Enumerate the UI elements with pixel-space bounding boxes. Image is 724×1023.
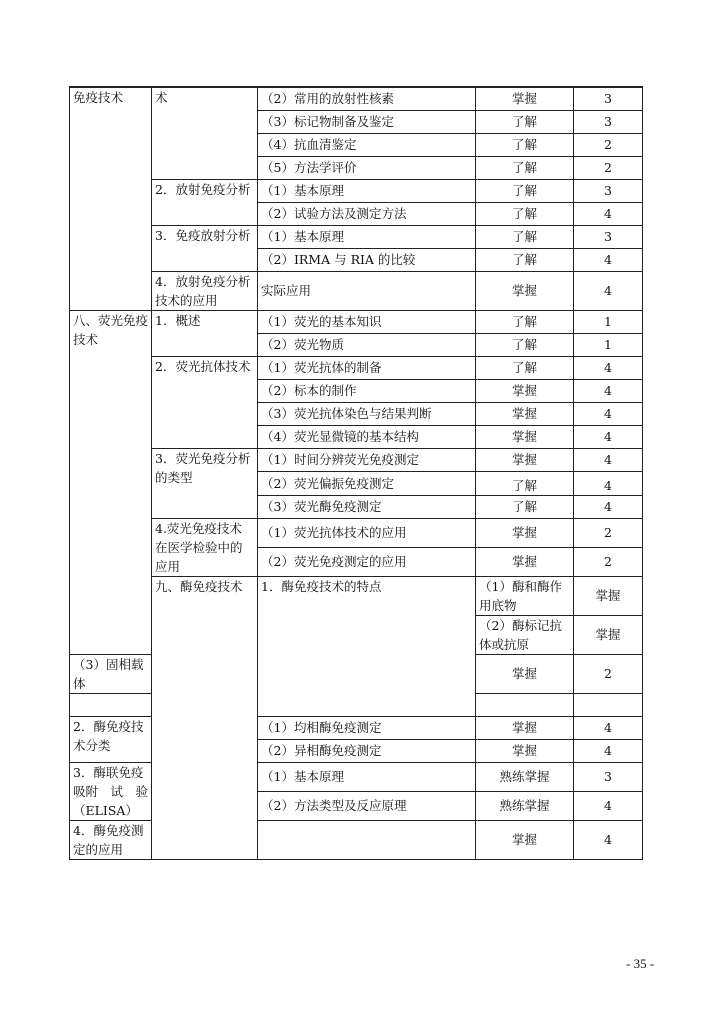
requirement-cell: 熟练掌握 [476, 791, 574, 820]
content-cell: （2）异相酶免疫测定 [258, 739, 476, 762]
level-cell: 4 [574, 716, 643, 739]
content-cell: （5）方法学评价 [258, 156, 476, 179]
level-cell: 4 [574, 495, 643, 518]
requirement-cell [476, 693, 574, 716]
requirement-cell: 掌握 [476, 547, 574, 576]
level-cell: 3 [574, 87, 643, 110]
unit-cell: 4．放射免疫分析技术的应用 [152, 271, 258, 310]
category-cell: 免疫技术 [70, 87, 152, 310]
content-cell: （2）酶标记抗体或抗原 [476, 615, 574, 654]
content-cell: （1）基本原理 [258, 225, 476, 248]
requirement-cell: 掌握 [476, 87, 574, 110]
requirement-cell: 了解 [476, 495, 574, 518]
level-cell: 2 [574, 518, 643, 547]
requirement-cell: 掌握 [476, 402, 574, 425]
requirement-cell: 掌握 [574, 576, 643, 615]
requirement-cell: 掌握 [476, 518, 574, 547]
requirement-cell: 掌握 [476, 654, 574, 693]
level-cell: 4 [574, 739, 643, 762]
content-cell: （3）荧光酶免疫测定 [258, 495, 476, 518]
requirement-cell: 了解 [476, 133, 574, 156]
requirement-cell: 掌握 [476, 739, 574, 762]
level-cell: 4 [574, 202, 643, 225]
content-cell: （1）均相酶免疫测定 [258, 716, 476, 739]
content-cell: （1）基本原理 [258, 179, 476, 202]
requirement-cell: 掌握 [476, 716, 574, 739]
content-cell: （3）标记物制备及鉴定 [258, 110, 476, 133]
level-cell: 4 [574, 402, 643, 425]
content-cell: （2）荧光免疫测定的应用 [258, 547, 476, 576]
level-cell: 1 [574, 310, 643, 333]
content-cell: （1）时间分辨荧光免疫测定 [258, 448, 476, 471]
content-cell: （3）荧光抗体染色与结果判断 [258, 402, 476, 425]
level-cell: 2 [574, 654, 643, 693]
content-cell: 实际应用 [258, 271, 476, 310]
level-cell: 4 [574, 248, 643, 271]
level-cell: 4 [574, 791, 643, 820]
unit-cell: 2．放射免疫分析 [152, 179, 258, 225]
requirement-cell: 了解 [476, 471, 574, 495]
level-cell: 4 [574, 379, 643, 402]
content-cell: （4）抗血清鉴定 [258, 133, 476, 156]
content-cell: （1）荧光抗体的制备 [258, 356, 476, 379]
content-cell: （2）方法类型及反应原理 [258, 791, 476, 820]
content-cell: （2）荧光偏振免疫测定 [258, 471, 476, 495]
category-cell: 八、荧光免疫技术 [70, 310, 152, 654]
level-cell: 4 [574, 820, 643, 859]
requirement-cell: 了解 [476, 156, 574, 179]
level-cell: 2 [574, 133, 643, 156]
unit-cell: 4．酶免疫测定的应用 [70, 820, 152, 859]
content-cell: （1）酶和酶作用底物 [476, 576, 574, 615]
requirement-cell: 了解 [476, 179, 574, 202]
requirement-cell: 熟练掌握 [476, 762, 574, 791]
syllabus-table [69, 86, 643, 860]
requirement-cell: 掌握 [476, 379, 574, 402]
requirement-cell: 掌握 [476, 820, 574, 859]
unit-cell: 2．酶免疫技术分类 [70, 716, 152, 762]
content-cell: （2）常用的放射性核素 [258, 87, 476, 110]
level-cell: 2 [574, 156, 643, 179]
unit-cell: 3．荧光免疫分析的类型 [152, 448, 258, 518]
requirement-cell: 了解 [476, 310, 574, 333]
content-cell: （3）固相载体 [70, 654, 152, 693]
category-cell: 九、酶免疫技术 [152, 576, 258, 859]
requirement-cell: 了解 [476, 248, 574, 271]
content-cell: （2）荧光物质 [258, 333, 476, 356]
requirement-cell: 掌握 [476, 271, 574, 310]
unit-cell: 术 [152, 87, 258, 179]
level-cell: 4 [574, 356, 643, 379]
content-cell: （2）试验方法及测定方法 [258, 202, 476, 225]
content-cell: （2）IRMA 与 RIA 的比较 [258, 248, 476, 271]
level-cell: 4 [574, 271, 643, 310]
requirement-cell: 了解 [476, 225, 574, 248]
unit-cell: 3．酶联免疫吸附 试 验（ELISA） [70, 762, 152, 820]
content-cell [258, 820, 476, 859]
page-number: - 35 - [626, 956, 655, 971]
level-cell: 1 [574, 333, 643, 356]
unit-cell: 4.荧光免疫技术在医学检验中的应用 [152, 518, 258, 576]
unit-cell: 3．免疫放射分析 [152, 225, 258, 271]
unit-cell: 2．荧光抗体技术 [152, 356, 258, 448]
requirement-cell: 掌握 [476, 425, 574, 448]
content-cell: （1）荧光的基本知识 [258, 310, 476, 333]
content-cell: （1）荧光抗体技术的应用 [258, 518, 476, 547]
content-cell: （4）荧光显微镜的基本结构 [258, 425, 476, 448]
content-cell: （1）基本原理 [258, 762, 476, 791]
level-cell: 3 [574, 179, 643, 202]
level-cell: 4 [574, 425, 643, 448]
requirement-cell: 掌握 [476, 448, 574, 471]
requirement-cell: 掌握 [574, 615, 643, 654]
level-cell: 3 [574, 225, 643, 248]
unit-cell: 1．概述 [152, 310, 258, 356]
level-cell: 4 [574, 448, 643, 471]
level-cell: 4 [574, 471, 643, 495]
level-cell: 2 [574, 547, 643, 576]
unit-cell: 1．酶免疫技术的特点 [258, 576, 476, 716]
requirement-cell: 了解 [476, 333, 574, 356]
content-cell [70, 693, 152, 716]
requirement-cell: 了解 [476, 356, 574, 379]
requirement-cell: 了解 [476, 110, 574, 133]
content-cell: （2）标本的制作 [258, 379, 476, 402]
level-cell [574, 693, 643, 716]
level-cell: 3 [574, 110, 643, 133]
level-cell: 3 [574, 762, 643, 791]
requirement-cell: 了解 [476, 202, 574, 225]
